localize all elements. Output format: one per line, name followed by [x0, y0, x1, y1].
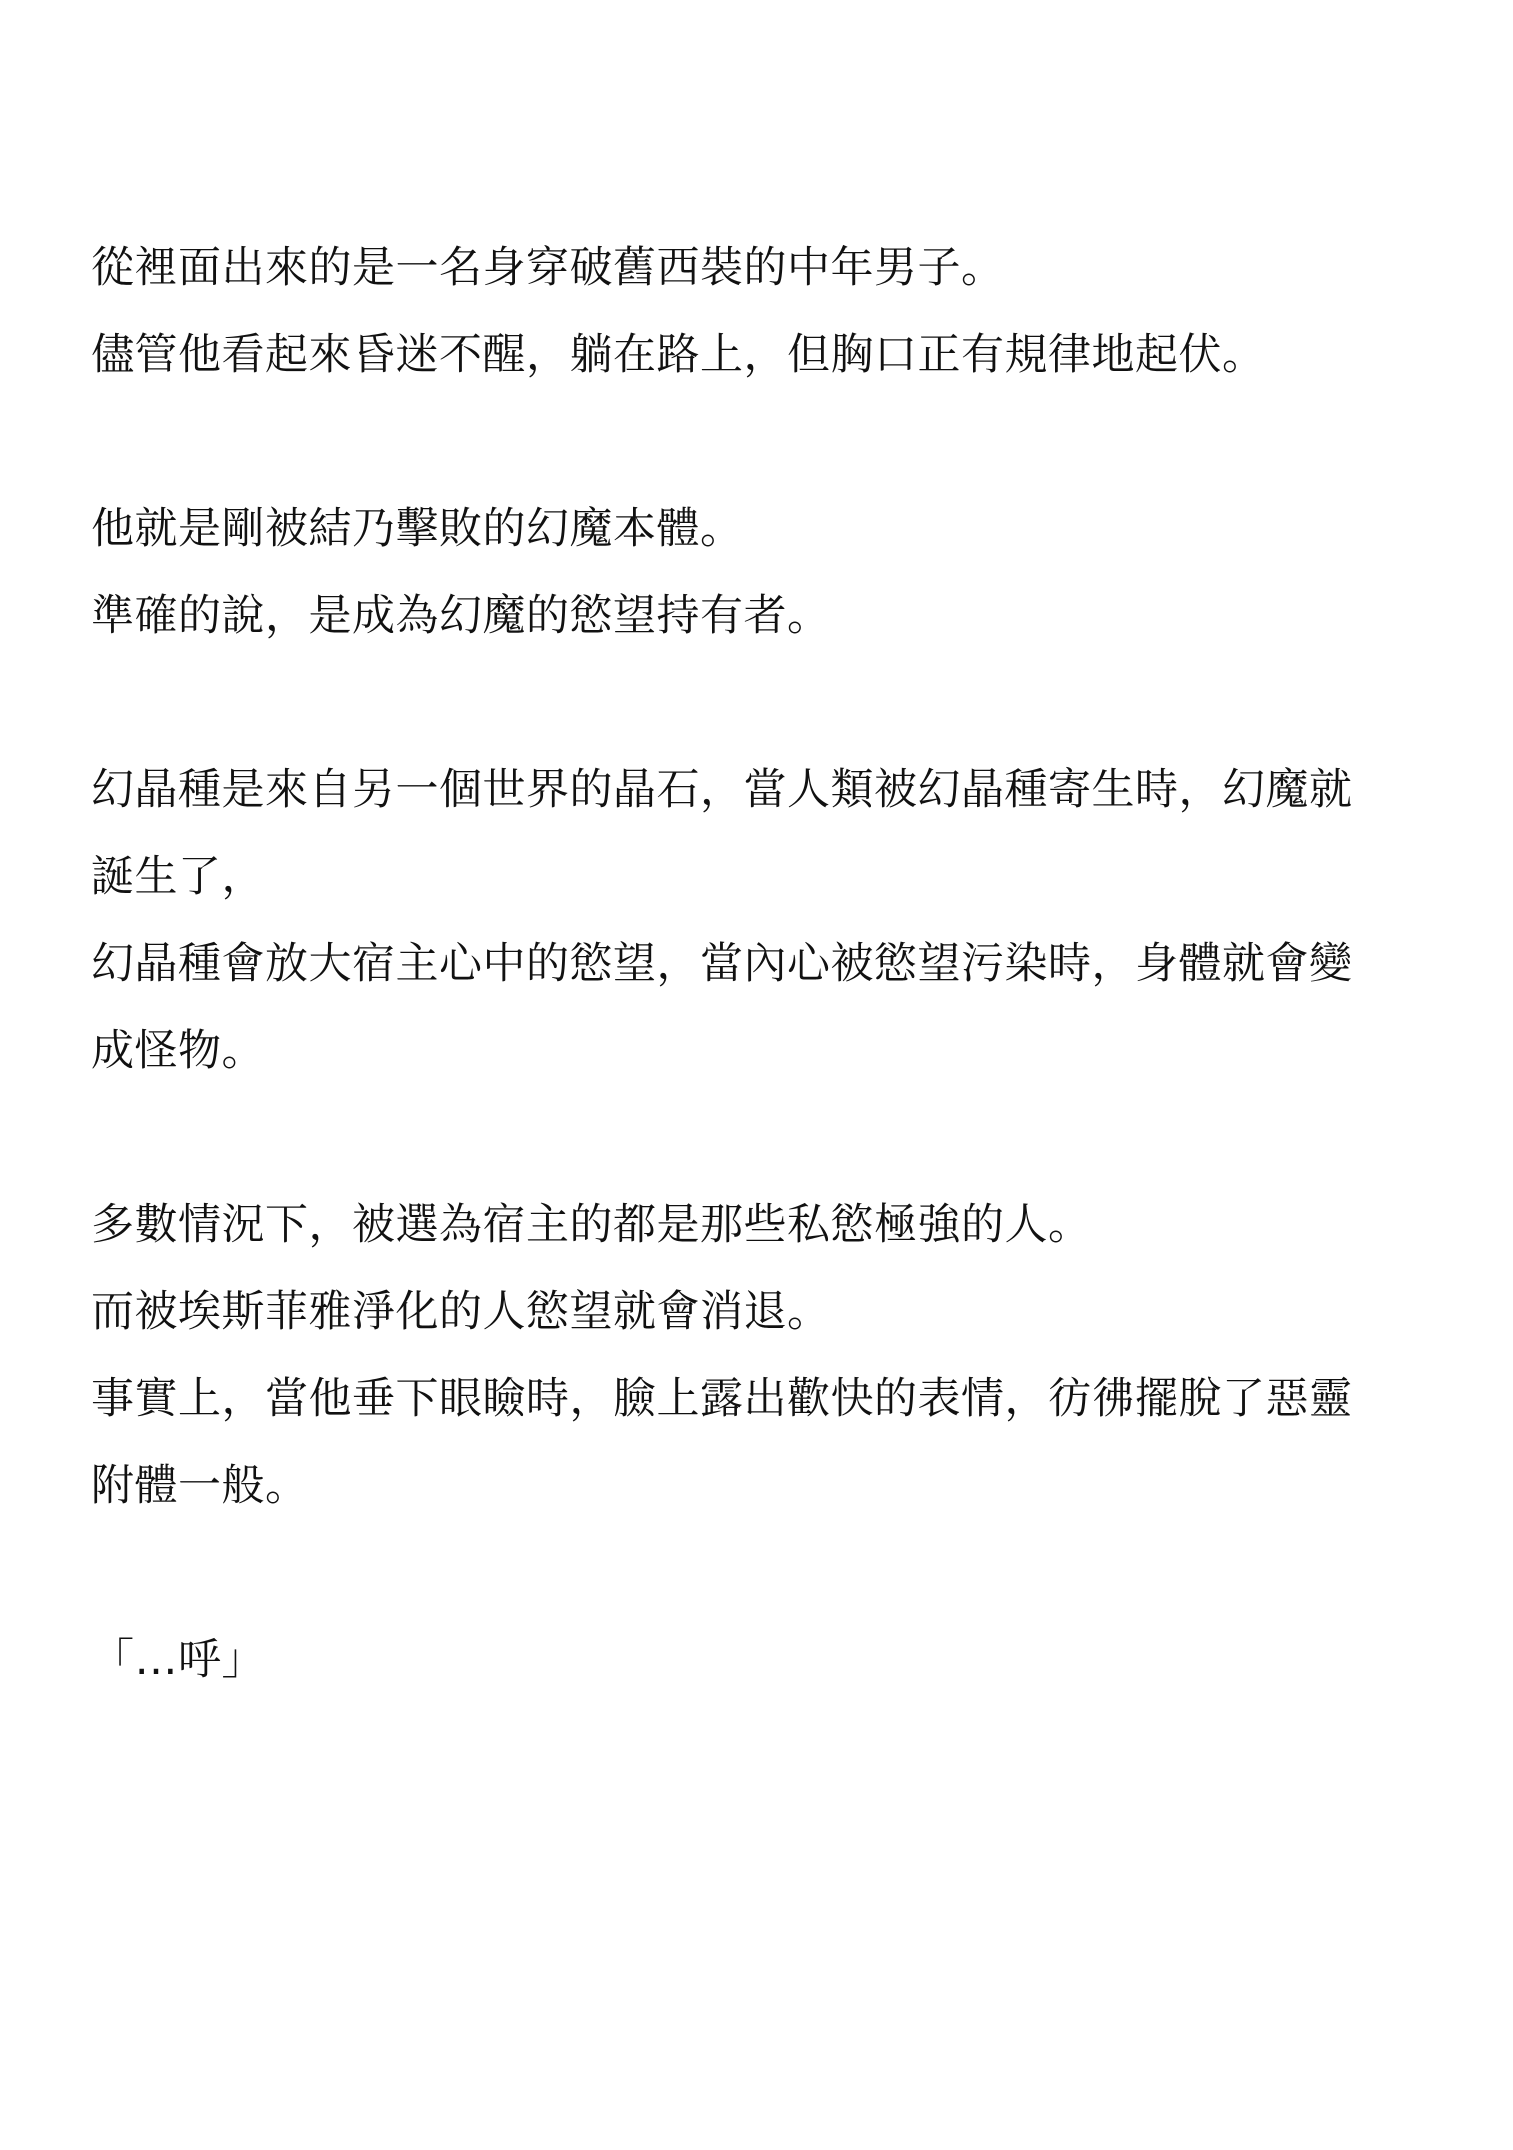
- text-line: 而被埃斯菲雅淨化的人慾望就會消退。: [91, 1287, 831, 1337]
- text-line: 誕生了，: [91, 852, 265, 902]
- paragraph-2: [91, 486, 1431, 660]
- text-line: 他就是剛被結乃擊敗的幻魔本體。: [91, 504, 744, 554]
- text-body: [91, 225, 1431, 1704]
- paragraph-4: [91, 1182, 1431, 1530]
- text-line: 幻晶種會放大宿主心中的慾望，當內心被慾望污染時，身體就會變: [91, 939, 1353, 989]
- dialogue-line: 「…呼」: [91, 1635, 265, 1685]
- text-line: 儘管他看起來昏迷不醒，躺在路上，但胸口正有規律地起伏。: [91, 330, 1266, 380]
- paragraph-3: [91, 747, 1431, 1095]
- paragraph-dialogue: [91, 1617, 1431, 1704]
- text-line: 準確的說，是成為幻魔的慾望持有者。: [91, 591, 831, 641]
- text-line: 從裡面出來的是一名身穿破舊西裝的中年男子。: [91, 243, 1005, 293]
- text-line: 幻晶種是來自另一個世界的晶石，當人類被幻晶種寄生時，幻魔就: [91, 765, 1353, 815]
- paragraph-1: [91, 225, 1431, 399]
- text-line: 附體一般。: [91, 1461, 309, 1511]
- text-line: 成怪物。: [91, 1026, 265, 1076]
- text-line: 多數情況下，被選為宿主的都是那些私慾極強的人。: [91, 1200, 1092, 1250]
- text-line: 事實上，當他垂下眼瞼時，臉上露出歡快的表情，彷彿擺脫了惡靈: [91, 1374, 1353, 1424]
